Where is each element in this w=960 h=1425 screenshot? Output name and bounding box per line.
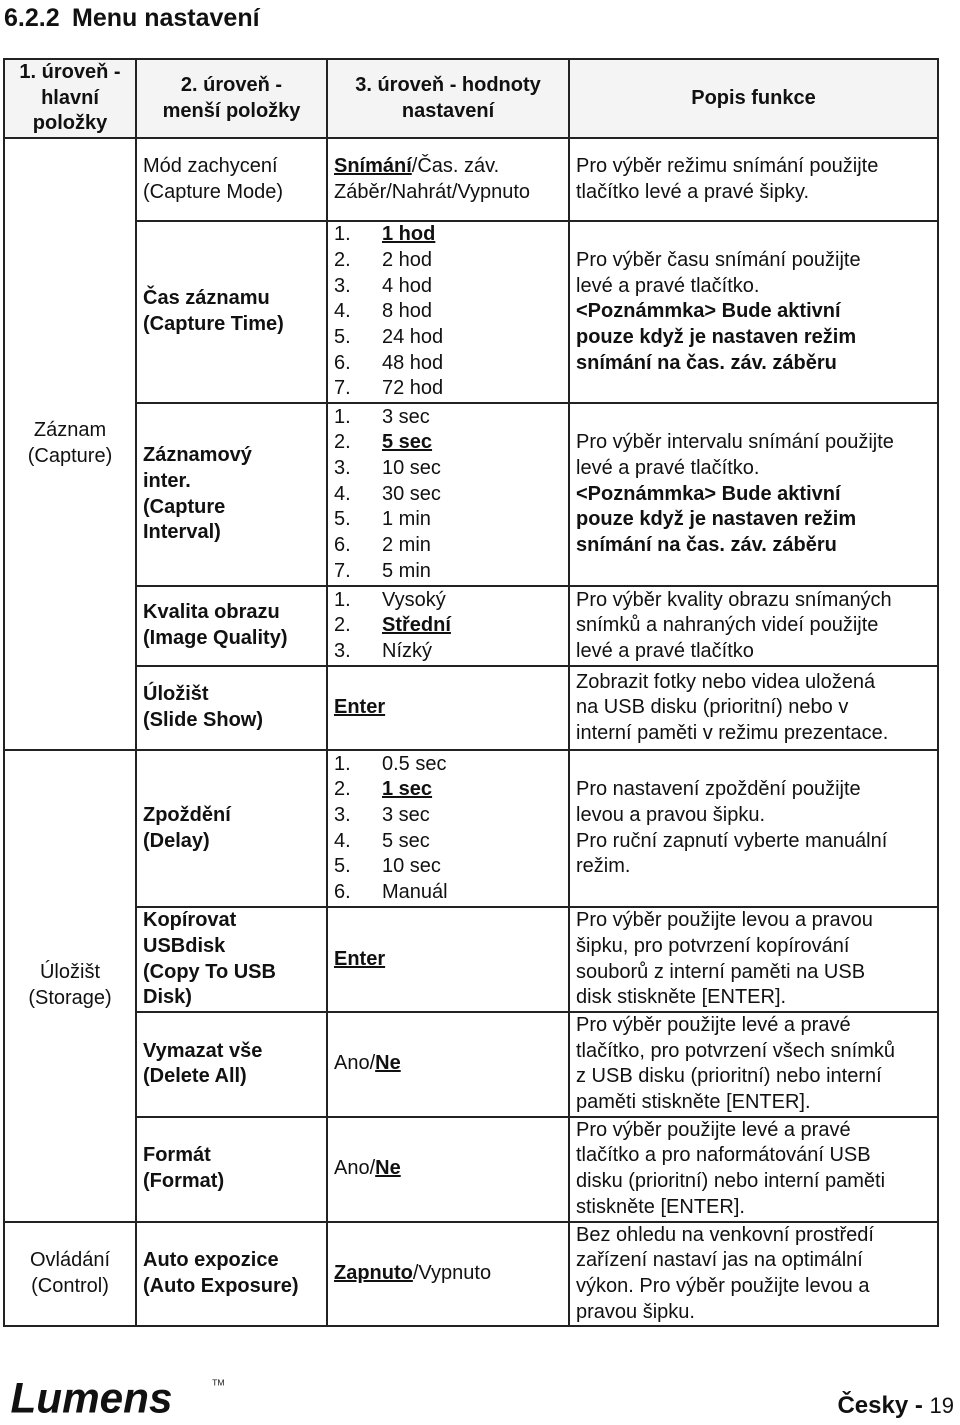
table-row	[4, 221, 938, 403]
section-heading	[4, 0, 260, 36]
table-header-row	[4, 59, 938, 138]
language-label: Česky -	[837, 1392, 930, 1419]
values-slide-show: Enter	[327, 666, 569, 750]
group-control: Ovládání (Control)	[4, 1222, 136, 1327]
desc-slide-show: Zobrazit fotky nebo videa uložená na USB disku (prioritní) nebo v interní paměti v režimu prezentace.	[569, 666, 938, 750]
item-image-quality: Kvalita obrazu (Image Quality)	[136, 586, 327, 666]
values-delay: 1. 0.5 sec 2. 1 sec 3. 3 sec 4. 5 sec 5. 10 sec 6. Manuál	[327, 750, 569, 907]
values-copy-to-usb: Enter	[327, 907, 569, 1012]
desc-capture-mode: Pro výběr režimu snímání použijte tlačítko levé a pravé šipky.	[569, 138, 938, 221]
section-number: 6.2.2	[4, 4, 60, 32]
item-capture-time: Čas záznamu (Capture Time)	[136, 221, 327, 403]
values-format: Ano/Ne	[327, 1117, 569, 1222]
section-title: Menu nastavení	[72, 4, 260, 32]
item-capture-mode: Mód zachycení (Capture Mode)	[136, 138, 327, 221]
page-number: 19	[929, 1393, 954, 1418]
table-row	[4, 907, 938, 1012]
item-capture-interval: Záznamový inter. (Capture Interval)	[136, 403, 327, 586]
table-row	[4, 666, 938, 750]
desc-capture-time: Pro výběr času snímání použijte levé a pravé tlačítko. <Poznámmka> Bude aktivní pouze když je nastaven režim snímání na čas. záv. záběru	[569, 221, 938, 403]
item-delay: Zpoždění (Delay)	[136, 750, 327, 907]
table-row	[4, 1117, 938, 1222]
values-capture-interval: 1. 3 sec 2. 5 sec 3. 10 sec 4. 30 sec 5. 1 min 6. 2 min 7. 5 min	[327, 403, 569, 586]
item-format: Formát (Format)	[136, 1117, 327, 1222]
item-copy-to-usb: Kopírovat USBdisk (Copy To USB Disk)	[136, 907, 327, 1012]
lumens-logo-text: Lumens	[10, 1374, 173, 1420]
group-storage: Úložišt (Storage)	[4, 750, 136, 1221]
values-auto-exposure: Zapnuto/Vypnuto	[327, 1222, 569, 1327]
desc-copy-to-usb: Pro výběr použijte levou a pravou šipku, pro potvrzení kopírování souborů z interní paměti na USB disk stiskněte [ENTER].	[569, 907, 938, 1012]
desc-format: Pro výběr použijte levé a pravé tlačítko a pro naformátování USB disku (prioritní) nebo interní paměti stiskněte [ENTER].	[569, 1117, 938, 1222]
values-image-quality: 1. Vysoký 2. Střední 3. Nízký	[327, 586, 569, 666]
item-delete-all: Vymazat vše (Delete All)	[136, 1012, 327, 1117]
table-row	[4, 750, 938, 907]
page-footer	[837, 1392, 954, 1420]
desc-delete-all: Pro výběr použijte levé a pravé tlačítko, pro potvrzení všech snímků z USB disku (prioritní) nebo interní paměti stiskněte [ENTER].	[569, 1012, 938, 1117]
desc-auto-exposure: Bez ohledu na venkovní prostředí zařízení nastaví jas na optimální výkon. Pro výběr použijte levou a pravou šipku.	[569, 1222, 938, 1327]
desc-capture-interval: Pro výběr intervalu snímání použijte levé a pravé tlačítko. <Poznámmka> Bude aktivní pouze když je nastaven režim snímání na čas. záv. záběru	[569, 403, 938, 586]
desc-image-quality: Pro výběr kvality obrazu snímaných snímků a nahraných videí použijte levé a pravé tlačítko	[569, 586, 938, 666]
header-level-2: 2. úroveň - menší položky	[136, 59, 327, 138]
table-row	[4, 403, 938, 586]
desc-delay: Pro nastavení zpoždění použijte levou a pravou šipku. Pro ruční zapnutí vyberte manuální režim.	[569, 750, 938, 907]
values-capture-mode: Snímání/Čas. záv. Záběr/Nahrát/Vypnuto	[327, 138, 569, 221]
header-description: Popis funkce	[569, 59, 938, 138]
settings-menu-table	[3, 58, 939, 1327]
values-capture-time: 1. 1 hod 2. 2 hod 3. 4 hod 4. 8 hod 5. 24 hod 6. 48 hod 7. 72 hod	[327, 221, 569, 403]
table-row	[4, 586, 938, 666]
trademark-mark: TM	[212, 1377, 225, 1388]
table-row	[4, 1222, 938, 1327]
lumens-logo	[4, 1372, 234, 1420]
group-capture: Záznam (Capture)	[4, 138, 136, 750]
table-row	[4, 138, 938, 221]
header-level-1: 1. úroveň - hlavní položky	[4, 59, 136, 138]
header-level-3: 3. úroveň - hodnoty nastavení	[327, 59, 569, 138]
item-slide-show: Úložišt (Slide Show)	[136, 666, 327, 750]
table-row	[4, 1012, 938, 1117]
item-auto-exposure: Auto expozice (Auto Exposure)	[136, 1222, 327, 1327]
values-delete-all: Ano/Ne	[327, 1012, 569, 1117]
